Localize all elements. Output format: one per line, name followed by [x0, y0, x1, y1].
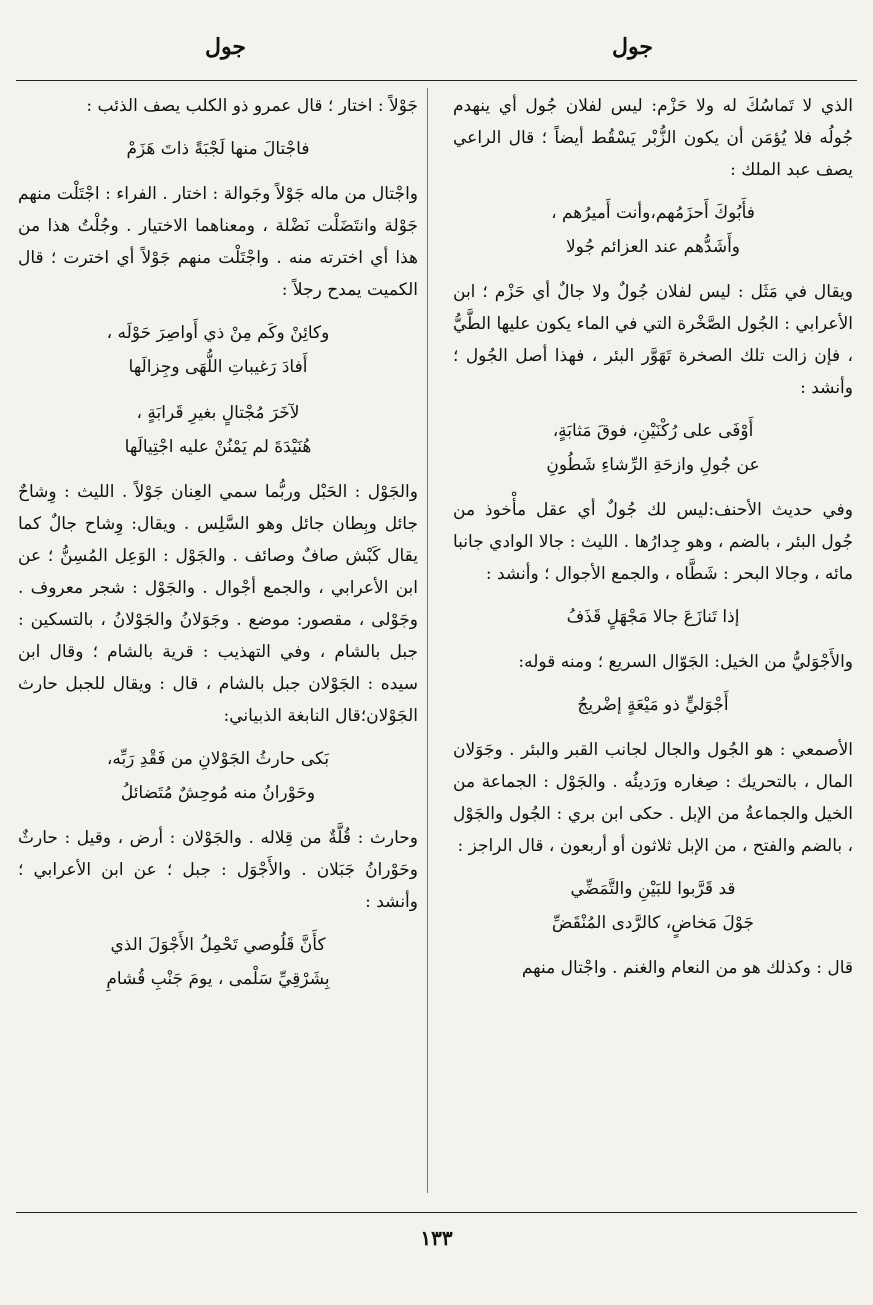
- verse: [18, 316, 418, 384]
- verse-line: بَكى حارثُ الجَوْلانِ من فَقْدِ رَبِّه،: [106, 749, 330, 769]
- verse-line: وكائِنْ وكَم مِنْ ذي أَواصِرَ حَوْلَه ،: [106, 323, 330, 343]
- verse-line: كأَنَّ قَلُوصي تَحْمِلُ الأَجْوَلَ الذي: [110, 935, 326, 955]
- paragraph: الأصمعي : هو الجُول والجال لجانب القبر والبئر . وجَوَلان المال ، بالتحريك : صِغاره ورَديئُه . والجَوْل : الجماعة من الخيل والجماعةُ من الإبل . حكى ابن بري : الجُول والجَوْل ، بالضم والفتح ، من الإبل ثلاثون أو أربعون ، قال الراجز :: [453, 740, 853, 856]
- verse: [18, 396, 418, 464]
- page-number: ١٣٣: [420, 1226, 453, 1250]
- paragraph: وفي حديث الأحنف:ليس لك جُولٌ أي عقل مأْخوذ من جُول البئر ، بالضم ، وهو جِدارُها . الليث : جالا الوادي جانبا مائه ، وجالا البحر : شَطَّاه ، والجمع الأجوال ؛ وأنشد :: [453, 500, 853, 584]
- verse: [453, 600, 853, 634]
- paragraph: قال : وكذلك هو من النعام والغنم . واجْتال منهم: [521, 958, 853, 978]
- verse-line: بِشَرْقِيِّ سَلْمى ، يومَ جَنْبِ قُشامِ: [106, 969, 330, 989]
- paragraph: الذي لا تَماسُكَ له ولا حَزْم: ليس لفلان جُول أي ينهدم جُولُه فلا يُؤمَن أن يكون الزُّبْر يَسْقُط أيضاً ؛ قال الراعي يصف عبد الملك :: [453, 96, 853, 180]
- header-rule: [16, 80, 857, 81]
- verse-line: لآخَرَ مُجْتالٍ بغيرِ قَرابَةٍ ،: [136, 403, 300, 423]
- verse: [453, 872, 853, 940]
- verse-line: وأَشَدُّهم عند العزائم جُولا: [565, 237, 741, 257]
- verse-line: قد قَرَّبوا للبَيْنِ والتَّمَضِّي: [570, 879, 736, 899]
- verse: [453, 414, 853, 482]
- verse: [18, 742, 418, 810]
- paragraph: جَوْلاً : اختار ؛ قال عمرو ذو الكلب يصف الذئب :: [86, 96, 418, 116]
- verse-line: عن جُولِ وازحَةِ الرِّشاءِ شَطُونِ: [546, 455, 760, 475]
- headword-right: جول: [612, 34, 653, 60]
- paragraph: واجْتال من ماله جَوْلاً وجَوالة : اختار . الفراء : اجْتَلْت منهم جَوْلة وانتَضَلْت نَضْلة ، ومعناهما الاختيار . وجُلْتُ هذا من هذا أي اخترته منه . واجْتَلْت منهم جَوْلاً أي اخترت ؛ قال الكميت يمدح رجلاً :: [18, 184, 418, 300]
- verse: [18, 132, 418, 166]
- paragraph: وحارث : قُلَّةٌ من قِلاله . والجَوْلان : أرض ، وقيل : حارثٌ وحَوْرانُ جَبَلان . والأَجْوَل : جبل ؛ عن ابن الأعرابي ؛ وأنشد :: [18, 828, 418, 912]
- column-divider: [427, 88, 428, 1193]
- verse-line: أَفادَ رَغيباتِ اللُّهَى وجِزالَها: [128, 357, 308, 377]
- verse: [453, 688, 853, 722]
- verse-line: فاجْتالَ منها لَجْبَةً ذاتَ هَزَمْ: [126, 139, 310, 159]
- left-column: [18, 90, 418, 1202]
- verse-line: جَوْلَ مَخاضٍ، كالرَّدى المُنْقَضِّ: [551, 913, 755, 933]
- headword-left: جول: [205, 34, 246, 60]
- paragraph: ويقال في مَثَل : ليس لفلان جُولٌ ولا جالٌ أي حَزْم ؛ ابن الأعرابي : الجُول الصَّخْرة التي في الماء يكون عليها الطَّيُّ ، فإن زالت تلك الصخرة تَهَوَّر البئر ، فهذا أصل الجُول ؛ وأنشد :: [453, 282, 853, 398]
- verse-line: أَوْفَى على رُكْنَيْنِ، فوقَ مَثابَةٍ،: [552, 421, 754, 441]
- paragraph: والجَوْل : الحَبْل وربُّما سمي العِنان جَوْلاً . الليث : وِشاحٌ جائل وبِطان جائل وهو السَّلِس . ويقال: وِشاح جالٌ كما يقال كَبْش صافٌ وصائف . والجَوْل : الوَعِل المُسِنُّ ؛ عن ابن الأعرابي ، والجمع أجْوال . والجَوْل : شجر معروف . وجَوْلى ، مقصور: موضع . وجَوَلانُ والجَوْلانُ ، بالتسكين : جبل بالشام ، وفي التهذيب : قرية بالشام ؛ وقال ابن سيده : الجَوْلان جبل بالشام ، قال : ويقال للجبل حارث الجَوْلان؛قال النابغة الذبياني:: [18, 482, 418, 726]
- right-column: [453, 90, 853, 1202]
- verse: [453, 196, 853, 264]
- verse-line: وحَوْرانُ منه مُوحِشٌ مُتَضائلُ: [120, 783, 316, 803]
- verse-line: فأَبُوكَ أَحزَمُهم،وأنت أَميرُهم ،: [551, 203, 755, 223]
- verse: [18, 928, 418, 996]
- verse-line: هُنَيْدَةَ لم يَمْنُنْ عليه اجْتِيالَها: [124, 437, 312, 457]
- footer-rule: [16, 1212, 857, 1213]
- verse-line: أَجْوَليٍّ ذو مَيْعَةٍ إضْريجُ: [577, 695, 729, 715]
- paragraph: والأَجْوَليُّ من الخيل: الجَوّال السريع ؛ ومنه قوله:: [518, 652, 853, 672]
- verse-line: إذا تَنازَعَ جالا مَجْهَلٍ قَذَفُ: [566, 607, 740, 627]
